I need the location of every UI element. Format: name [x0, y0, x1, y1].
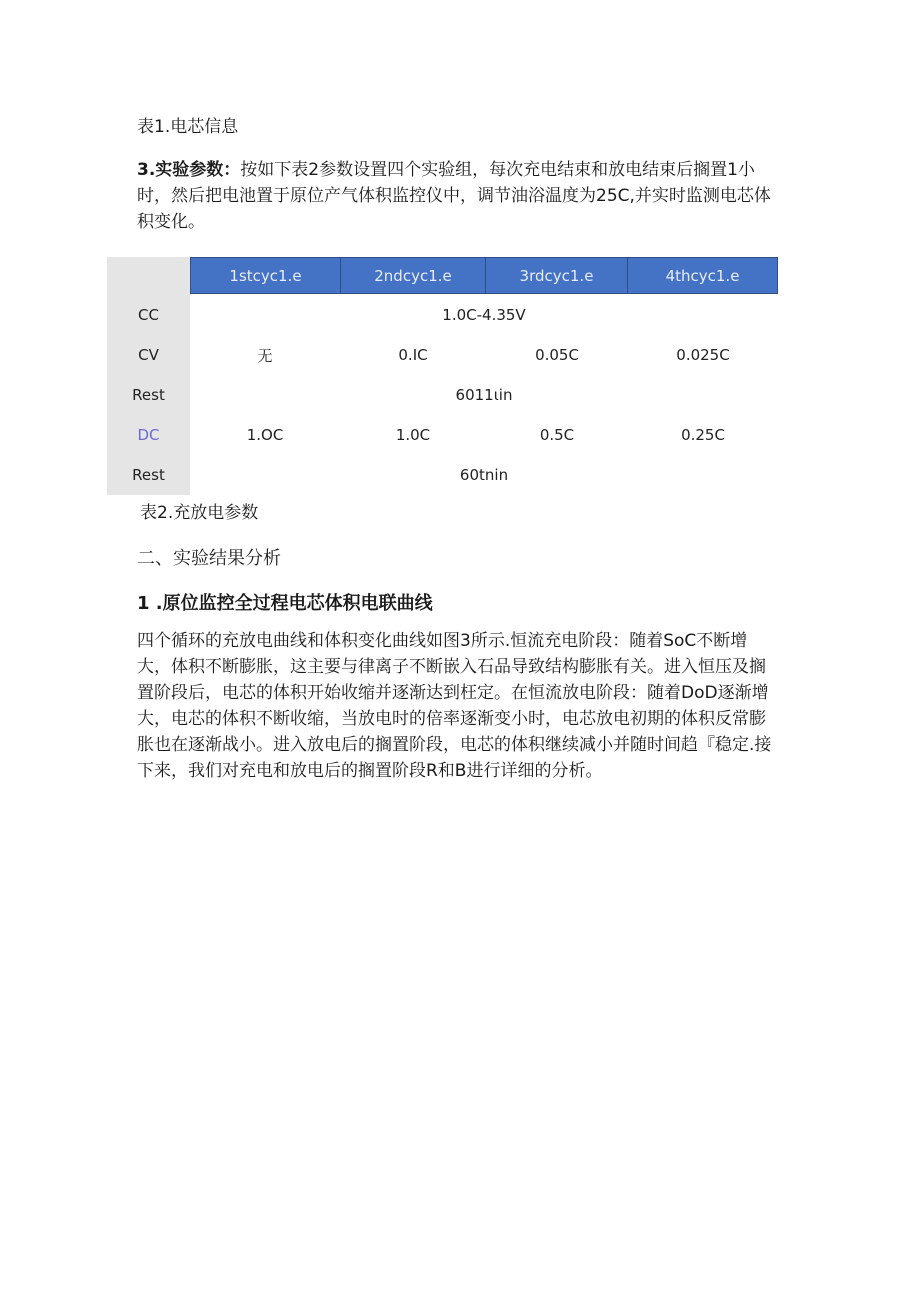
results-paragraph: 四个循环的充放电曲线和体积变化曲线如图3所示.恒流充电阶段：随着SoC不断增大，体积不断膨胀，这主要与律离子不断嵌入石品导致结构膨胀有关。进入恒压及搁置阶段后，电芯的体积开始收缩并逐渐达到枉定。在恒流放电阶段：随着DoD逐渐增大，电芯的体积不断收缩，当放电时的倍率逐渐变小时，电芯放电初期的体积反常膨胀也在逐渐战小。进入放电后的搁置阶段，电芯的体积继续减小并随时间趋『稳定.接下来，我们对充电和放电后的搁置阶段R和B进行详细的分析。 [137, 631, 772, 781]
dc-cell-3: 0.5C [539, 426, 575, 444]
rest-2-value: 60tnin [459, 466, 509, 484]
row-label-cc: CC [138, 306, 159, 324]
section3-paragraph [137, 157, 777, 235]
results-heading: 二、实验结果分析 [137, 548, 281, 569]
row-label-rest-1: Rest [132, 386, 165, 404]
rest-1-value: 6011ιin [455, 386, 513, 404]
section3-label: 3.实验参数： [137, 160, 241, 180]
section3-text: 按如下表2参数设置四个实验组，每次充电结束和放电结束后搁置1小时，然后把电池置于原位产气体积监控仪中，调节油浴温度为25C,并实时监测电芯体积变化。 [137, 160, 771, 232]
row-label-dc: DC [137, 426, 160, 444]
cc-value: 1.0C-4.35V [442, 306, 526, 324]
table1-caption: 表1.电芯信息 [137, 117, 239, 137]
dc-cell-4: 0.25C [681, 426, 725, 444]
dc-cell-1: 1.OC [246, 426, 284, 444]
cv-cell-3: 0.05C [535, 346, 579, 364]
col-header-3: 3rdcyc1.e [486, 257, 628, 294]
row-label-rest-2: Rest [132, 466, 165, 484]
table2-caption: 表2.充放电参数 [140, 503, 259, 523]
col-header-2: 2ndcyc1.e [340, 257, 486, 294]
col-header-1: 1stcyc1.e [190, 257, 340, 294]
parameter-table [107, 257, 778, 495]
col-header-4: 4thcyc1.e [628, 257, 778, 294]
dc-cell-2: 1.0C [395, 426, 431, 444]
subsection-heading: 1 .原位监控全过程电芯体积电联曲线 [137, 593, 433, 614]
cv-cell-4: 0.025C [676, 346, 730, 364]
cv-cell-2: 0.IC [398, 346, 428, 364]
cv-cell-1: 无 [257, 346, 273, 365]
row-label-cv: CV [138, 346, 159, 364]
